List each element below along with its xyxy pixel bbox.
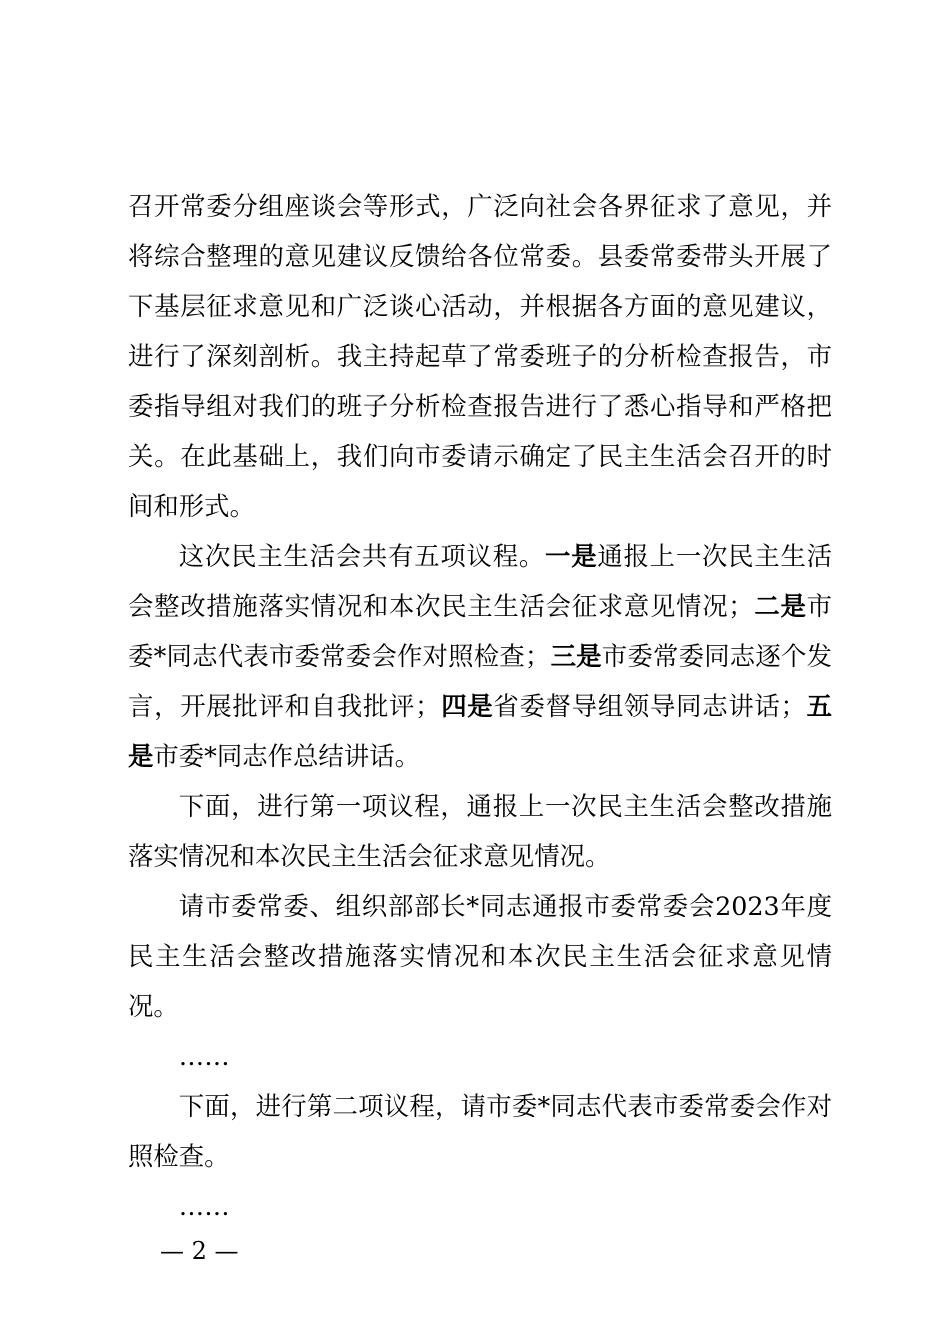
text-segment: 下面，进行第一项议程，通报上一次民主生活会整改措施落实情况和本次民主生活会征求意见情况。 — [128, 791, 832, 871]
page-number: — 2 — — [160, 1237, 239, 1265]
bold-text-segment: 三是 — [550, 641, 602, 671]
bold-text-segment: 二是 — [753, 591, 807, 621]
paragraph — [128, 181, 832, 531]
paragraph — [128, 781, 832, 881]
paragraph — [128, 881, 832, 1031]
text-segment: 这次民主生活会共有五项议程。 — [178, 541, 546, 571]
bold-text-segment: 一是 — [545, 541, 598, 571]
bold-text-segment: 五是 — [128, 691, 833, 771]
text-segment: 市委常委同志逐个发言，开展批评和自我批评； — [128, 641, 833, 721]
document-body — [128, 181, 832, 1231]
paragraph — [128, 1081, 832, 1181]
text-segment: 市委*同志作总结讲话。 — [153, 741, 420, 771]
text-segment: 市委*同志代表市委常委会作对照检查； — [128, 591, 833, 671]
bold-text-segment: 四是 — [440, 691, 494, 721]
text-segment: 通报上一次民主生活会整改措施落实情况和本次民主生活会征求意见情况； — [128, 541, 833, 621]
paragraph — [128, 1031, 832, 1081]
text-segment: …… — [178, 1041, 230, 1071]
text-segment: …… — [178, 1191, 230, 1221]
paragraph — [128, 1181, 832, 1231]
text-segment: 召开常委分组座谈会等形式，广泛向社会各界征求了意见，并将综合整理的意见建议反馈给各位常委。县委常委带头开展了下基层征求意见和广泛谈心活动，并根据各方面的意见建议，进行了深刻剖析。我主持起草了常委班子的分析检查报告，市委指导组对我们的班子分析检查报告进行了悉心指导和严格把关。在此基础上，我们向市委请示确定了民主生活会召开的时间和形式。 — [128, 191, 832, 521]
text-segment: 请市委常委、组织部部长*同志通报市委常委会2023年度民主生活会整改措施落实情况和本次民主生活会征求意见情况。 — [128, 891, 832, 1021]
text-segment: 下面，进行第二项议程，请市委*同志代表市委常委会作对照检查。 — [128, 1091, 832, 1171]
paragraph — [128, 531, 832, 781]
text-segment: 省委督导组领导同志讲话； — [493, 691, 806, 721]
